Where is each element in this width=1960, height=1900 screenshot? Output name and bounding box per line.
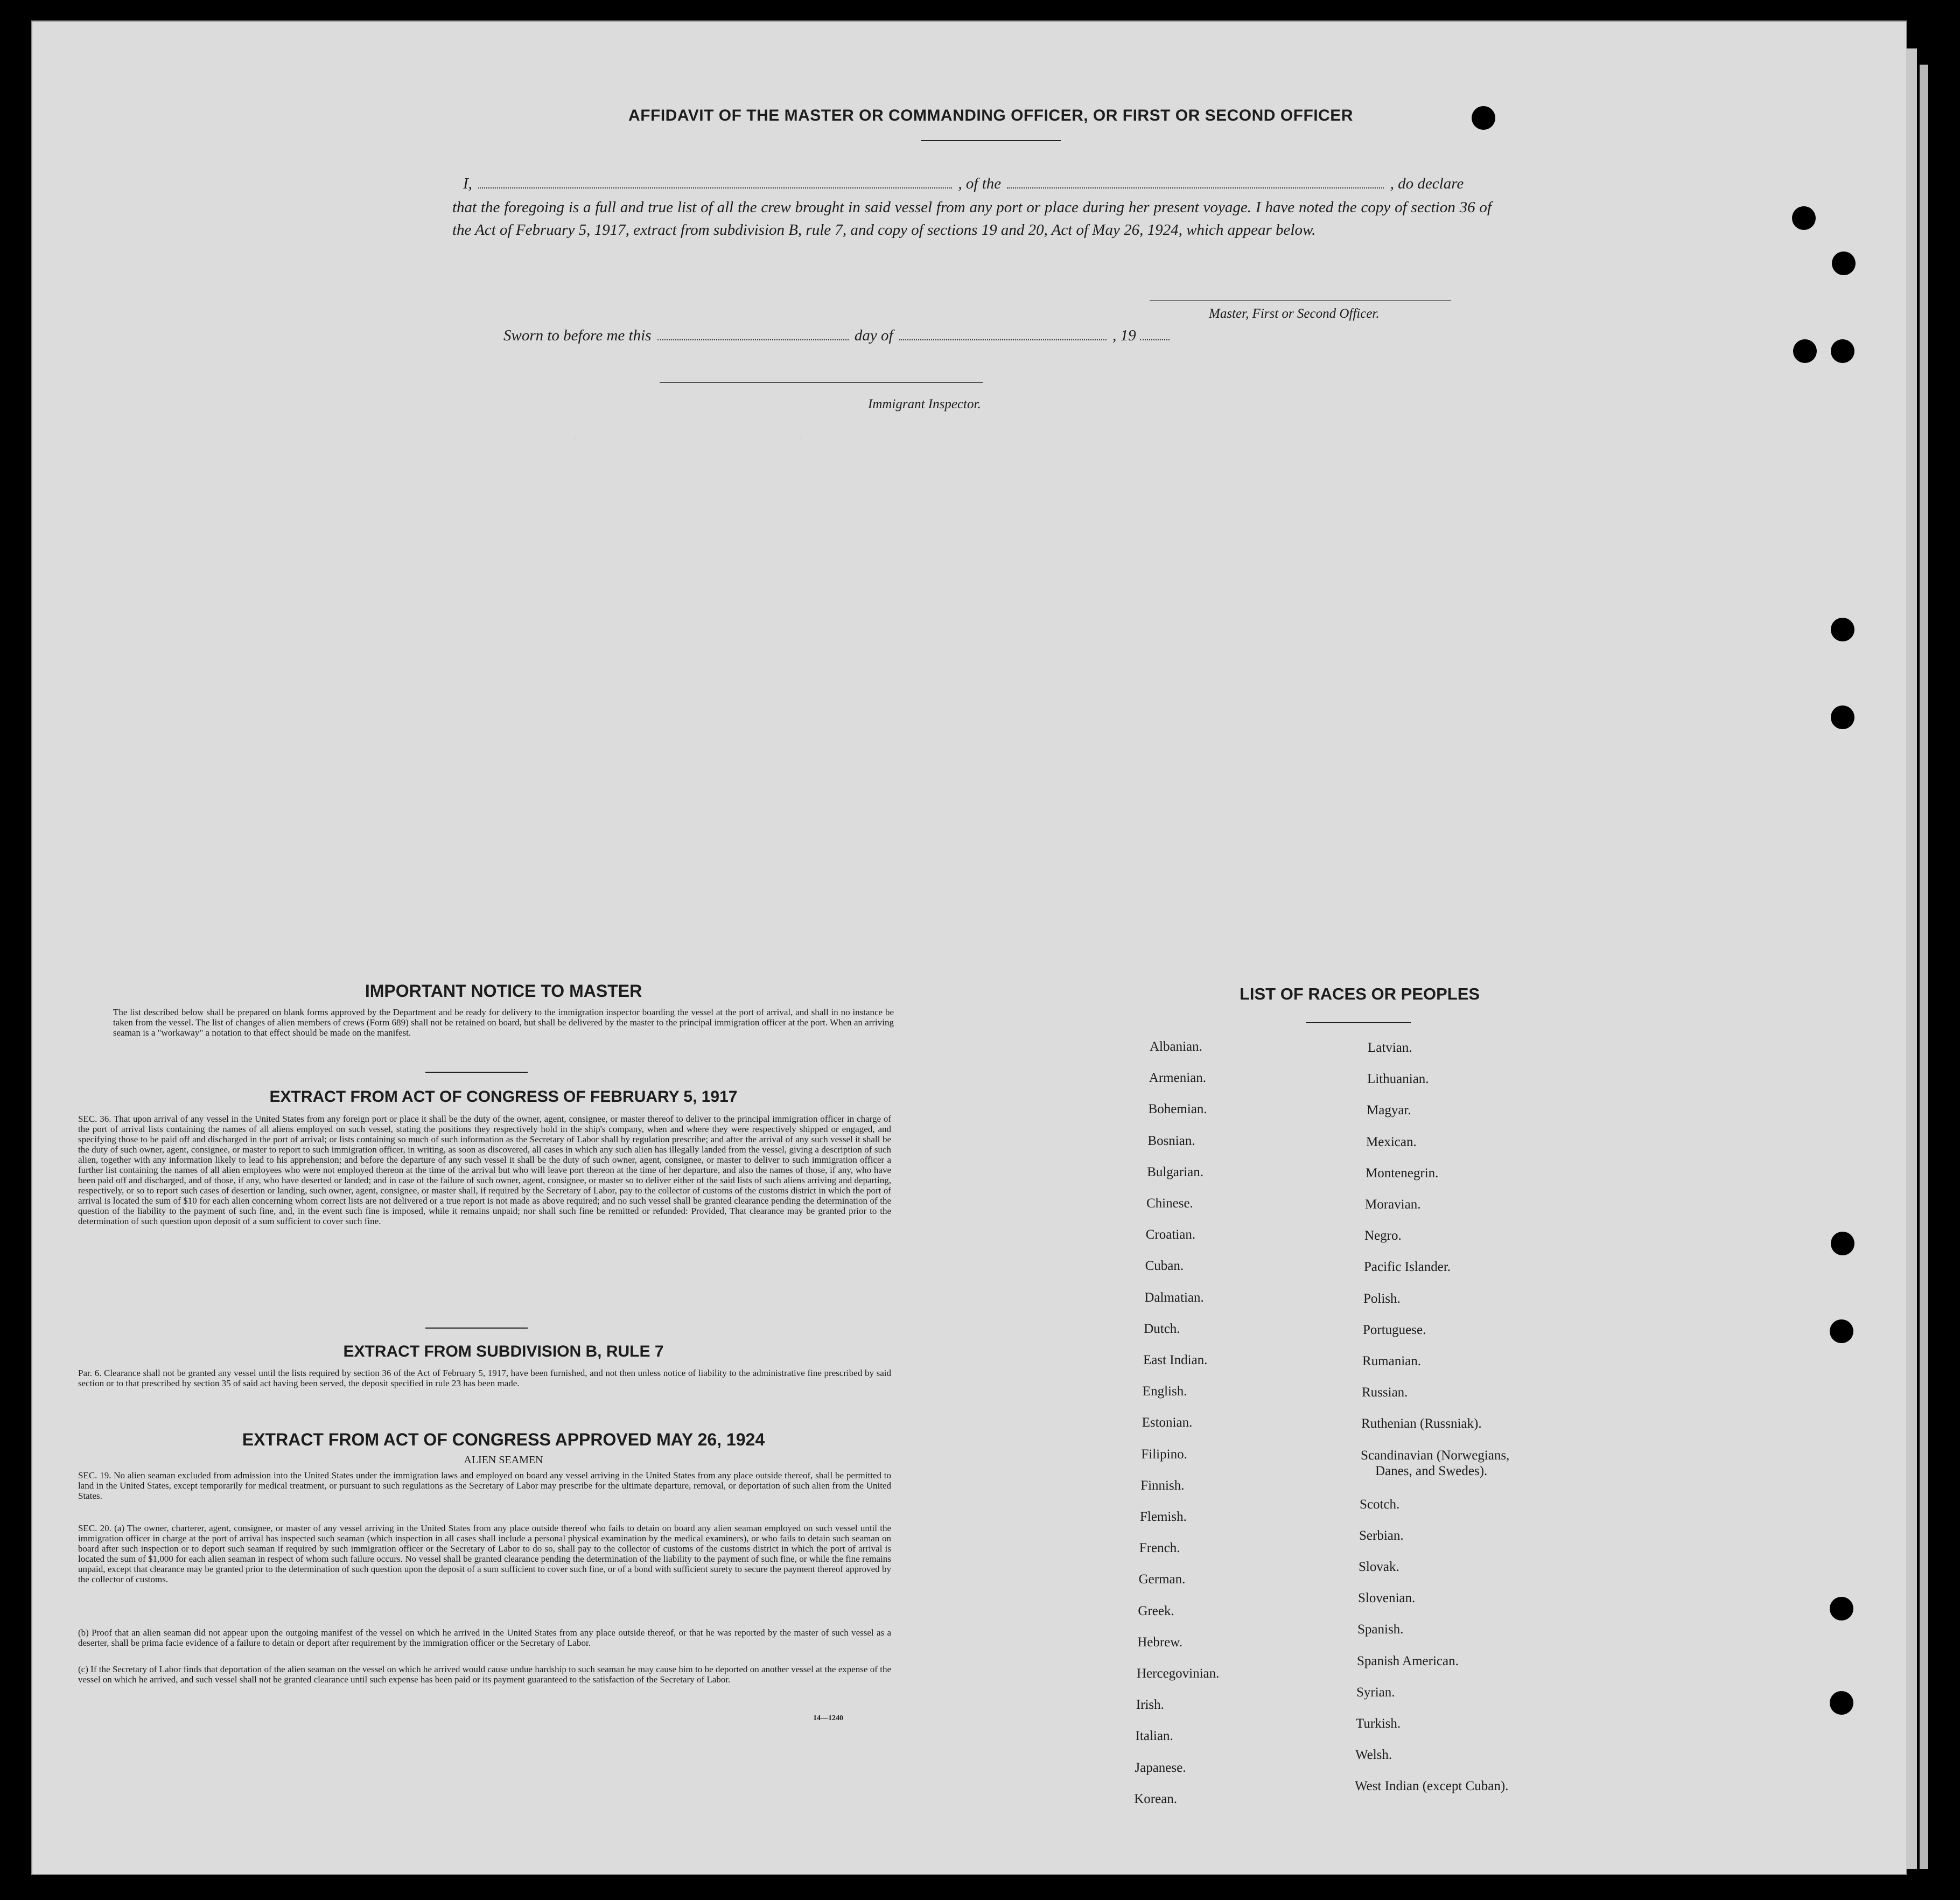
sec19-text: SEC. 19. No alien seaman excluded from admission into the United States under the immigration laws and employed on board any vessel arriving in the United States from any place outside thereof, shall be permitted to land in the United States, except temporarily for medical treatment, or pursuant to such regulations as the Secretary of Labor may prescribe for the ultimate departure, removal, or deportation of such alien from the United States. — [78, 1470, 891, 1501]
label-do-declare: , do declare — [1390, 175, 1464, 192]
sec20a-text: SEC. 20. (a) The owner, charterer, agent, consignee, or master of any vessel arriving in the United States from any place outside thereof who fails to detain on board any alien seaman employed on such vessel until the immigration officer in charge at the port of arrival has inspected such seaman (which inspection in all cases shall include a personal physical examination by the medical examiners), or who fails to detain such seaman on board after such inspection or to deport such seaman if required by such immigration officer or the Secretary of Labor to do so, shall pay to the collector of customs of the customs district in which the port of arrival is located the sum of $1,000 for each alien seaman in respect of whom such failure occurs. No vessel shall be granted clearance pending the determination of the liability to the payment of such fine, or while the fine remains unpaid, except that clearance may be granted prior to the determination of such question upon the deposit of a sum sufficient to cover such fine, or of a bond with sufficient surety to secure the payment thereof approved by the collector of customs. — [78, 1523, 891, 1584]
sworn-line — [503, 324, 1268, 347]
signature-caption: Master, First or Second Officer. — [1209, 306, 1380, 321]
notice-text: The list described below shall be prepared on blank forms approved by the Department and be ready for delivery to the immigration inspector boarding the vessel at the port of arrival, and shall in no instance be taken from the vessel. The list of changes of alien members of crews (Form 689) shall not be retained on board, but shall be delivered by the master to the principal immigration officer at the port. When an arriving seaman is a "workaway" a notation to that effect should be made on the manifest. — [113, 1007, 894, 1038]
race-item: Polish. — [1363, 1291, 1401, 1306]
race-item: Mexican. — [1366, 1134, 1417, 1149]
race-item: Portuguese. — [1363, 1322, 1426, 1337]
race-item: Filipino. — [1141, 1447, 1187, 1462]
punch-hole — [1830, 1691, 1853, 1715]
extract-1924-title: EXTRACT FROM ACT OF CONGRESS APPROVED MAY 26, 1924 — [242, 1430, 765, 1449]
race-item: East Indian. — [1143, 1353, 1208, 1367]
race-item: Irish. — [1136, 1698, 1164, 1713]
races-title: LIST OF RACES OR PEOPLES — [1239, 984, 1480, 1003]
rule7-text: Par. 6. Clearance shall not be granted any vessel until the lists required by section 36 of the Act of February 5, 1917, have been furnished, and not then unless notice of liability to the administrative fine prescribed by said section or to that prescribed by section 35 of said act having been served, the deposit specified in rule 23 has been made. — [78, 1368, 891, 1388]
race-item: Pacific Islander. — [1364, 1260, 1451, 1275]
sworn-prefix: Sworn to before me this — [503, 327, 652, 344]
punch-hole — [1830, 1319, 1853, 1343]
race-item: Russian. — [1362, 1385, 1408, 1400]
race-item: Dalmatian. — [1144, 1290, 1204, 1305]
race-item: Montenegrin. — [1366, 1165, 1439, 1180]
title-underline — [921, 140, 1061, 141]
race-item: French. — [1139, 1541, 1180, 1556]
vessel-blank[interactable] — [1007, 187, 1384, 188]
inspector-signature-line[interactable] — [660, 382, 983, 383]
punch-hole — [1831, 339, 1854, 363]
race-item: Hercegovinian. — [1137, 1666, 1220, 1681]
race-item: Cuban. — [1145, 1259, 1184, 1274]
race-item: Flemish. — [1140, 1510, 1187, 1524]
form-sheet — [32, 22, 1906, 1874]
race-item: Croatian. — [1145, 1227, 1196, 1242]
race-item: English. — [1142, 1384, 1187, 1399]
extract-1917-title: EXTRACT FROM ACT OF CONGRESS OF FEBRUARY 5, 1917 — [269, 1088, 738, 1106]
day-blank[interactable] — [657, 339, 849, 340]
race-item: Chinese. — [1146, 1196, 1193, 1211]
label-of-the: , of the — [958, 175, 1002, 192]
race-item: Slovenian. — [1358, 1591, 1416, 1606]
race-item: Spanish. — [1357, 1622, 1404, 1637]
show-through-text: · · — [571, 431, 804, 446]
race-item: Slovak. — [1359, 1560, 1399, 1574]
declaration-line — [463, 172, 1486, 195]
notice-title: IMPORTANT NOTICE TO MASTER — [365, 981, 642, 1001]
signature-line[interactable] — [1150, 300, 1451, 301]
race-item: Turkish. — [1356, 1716, 1401, 1731]
sworn-day: day of — [854, 327, 893, 344]
year-blank[interactable] — [1140, 339, 1170, 340]
sec20c-text: (c) If the Secretary of Labor finds that deportation of the alien seaman on the vessel on which he arrived would cause undue hardship to such seaman he may cause him to be deported on another vessel at the expense of the vessel on which he arrived, and such vessel shall not be granted clearance until such expense has been paid or its payment guaranteed to the satisfaction of the Secretary of Labor. — [78, 1664, 891, 1685]
page-edge — [1920, 65, 1928, 1869]
punch-hole — [1831, 618, 1854, 641]
race-item: Albanian. — [1150, 1039, 1202, 1054]
race-item: Estonian. — [1142, 1415, 1193, 1430]
rule7-title: EXTRACT FROM SUBDIVISION B, RULE 7 — [343, 1343, 664, 1360]
race-item: Bohemian. — [1148, 1102, 1207, 1117]
extract-1917-text: SEC. 36. That upon arrival of any vessel in the United States from any foreign port or place it shall be the duty of the owner, agent, consignee, or master thereof to deliver to the principal immigration officer in charge of the port of arrival lists containing the names of all aliens employed on such vessel, stating the positions they respectively hold in the ship's company, when and where they were respectively shipped or engaged, and specifying those to be paid off and discharged in the port of arrival; or lists containing so much of such information as the Secretary of Labor shall by regulation prescribe; and after the arrival of any such vessel it shall be the duty of such owner, agent, consignee, or master to report to such immigration officer, in writing, as soon as discovered, all cases in which any such alien has illegally landed from the vessel, giving a description of such alien, together with any information likely to lead to his apprehension; and before the departure of any such vessel it shall be the duty of such owner, agent, consignee, or master to deliver to such immigration officer a further list containing the names of all alien employees who were not employed thereon at the time of the arrival but who will leave port thereon at the time of her departure, and also the names of those, if any, who have been paid off and discharged, and of those, if any, who have deserted or landed; and in case of the failure of such owner, agent, consignee, or master so to deliver either of the said lists of such aliens arriving and departing, respectively, or so to report such cases of desertion or landing, such owner, agent, consignee, or master shall, if required by the Secretary of Labor, pay to the collector of customs of the customs district in which the port of arrival is located the sum of $10 for each alien concerning whom correct lists are not delivered or a true report is not made as above required; and no such vessel shall be granted clearance pending the determination of the question of the liability to the payment of such fine, and, in the event such fine is imposed, while it remains unpaid; nor shall such fine be remitted or refunded: Provided, That clearance may be granted prior to the determination of such question upon deposit of a sum sufficient to cover such fine. — [78, 1114, 891, 1226]
divider — [425, 1072, 528, 1073]
race-item: Italian. — [1135, 1729, 1173, 1744]
punch-hole — [1793, 339, 1817, 363]
races-underline — [1306, 1022, 1411, 1023]
race-item: Serbian. — [1359, 1528, 1404, 1543]
affidavit-title: AFFIDAVIT OF THE MASTER OR COMMANDING OFFICER, OR FIRST OR SECOND OFFICER — [628, 107, 1353, 124]
race-item: Dutch. — [1144, 1321, 1180, 1336]
race-item: Scotch. — [1360, 1497, 1400, 1512]
punch-hole — [1472, 106, 1495, 130]
race-item: Japanese. — [1135, 1760, 1186, 1775]
race-item: Syrian. — [1356, 1685, 1395, 1700]
race-item: Bulgarian. — [1147, 1164, 1204, 1179]
race-item: Magyar. — [1367, 1103, 1411, 1118]
race-item: Welsh. — [1355, 1748, 1392, 1763]
punch-hole — [1792, 206, 1816, 230]
race-item: Finnish. — [1140, 1478, 1185, 1493]
page-edge — [1906, 48, 1917, 1869]
label-i: I, — [463, 175, 472, 192]
month-blank[interactable] — [899, 339, 1107, 340]
race-item: Latvian. — [1368, 1040, 1412, 1055]
race-item: Greek. — [1138, 1603, 1174, 1618]
form-number: 14—1240 — [813, 1714, 843, 1722]
race-item: Rumanian. — [1362, 1354, 1422, 1368]
sec20b-text: (b) Proof that an alien seaman did not appear upon the outgoing manifest of the vessel on which he arrived in the United States from any place outside thereof, or that he was reported by the master of such vessel as a deserter, shall be prima facie evidence of a failure to detain or deport after requirement by the immigration officer or the Secretary of Labor. — [78, 1627, 891, 1648]
race-item: Spanish American. — [1357, 1653, 1459, 1668]
race-item: Korean. — [1134, 1791, 1178, 1806]
race-item: Scandinavian (Norwegians, — [1361, 1448, 1510, 1463]
punch-hole — [1832, 252, 1856, 275]
punch-hole — [1831, 705, 1854, 729]
race-item: Bosnian. — [1147, 1133, 1195, 1148]
sworn-year: , 19 — [1112, 327, 1136, 344]
race-item: Moravian. — [1365, 1197, 1421, 1212]
race-item: West Indian (except Cuban). — [1355, 1779, 1509, 1794]
punch-hole — [1830, 1597, 1853, 1620]
declaration-body: that the foregoing is a full and true list of all the crew brought in said vessel from any port or place during her present voyage. I have noted the copy of section 36 of the Act of February 5, 1917, extract from subdivision B, rule 7, and copy of sections 19 and 20, Act of May 26, 1924, which appear below. — [452, 199, 1492, 239]
race-item: Negro. — [1364, 1228, 1402, 1244]
race-item: Hebrew. — [1137, 1634, 1182, 1650]
inspector-caption: Immigrant Inspector. — [868, 397, 981, 411]
divider — [425, 1328, 528, 1329]
race-item: Lithuanian. — [1367, 1072, 1429, 1087]
race-item: Danes, and Swedes). — [1375, 1463, 1488, 1478]
race-item: Ruthenian (Russniak). — [1361, 1416, 1482, 1431]
name-blank[interactable] — [478, 187, 952, 188]
race-item: Armenian. — [1149, 1071, 1207, 1086]
alien-seamen-subtitle: ALIEN SEAMEN — [464, 1454, 543, 1466]
punch-hole — [1831, 1232, 1854, 1255]
race-item: German. — [1138, 1572, 1186, 1587]
